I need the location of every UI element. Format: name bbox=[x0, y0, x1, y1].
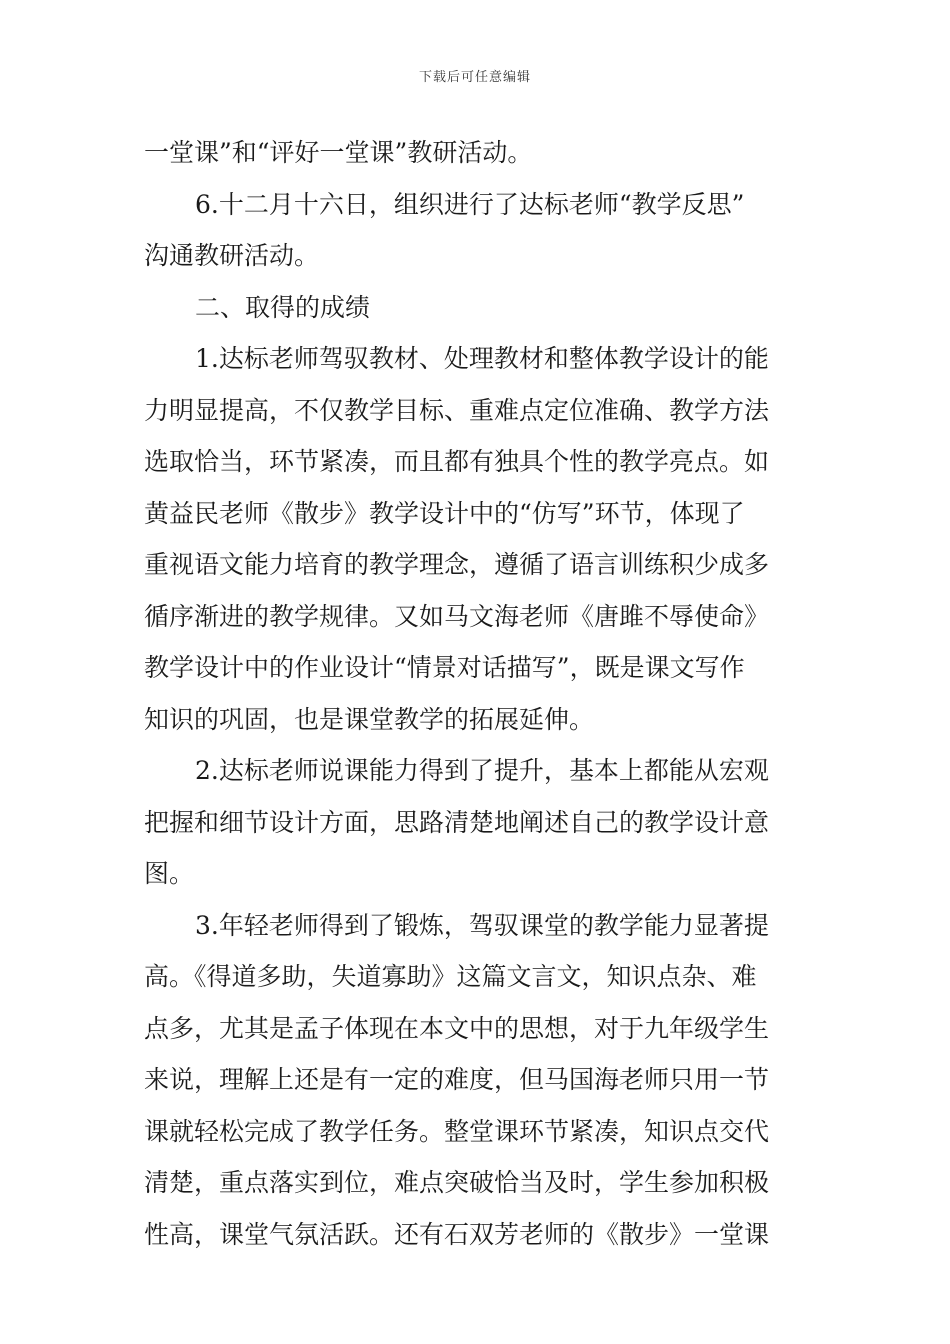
text-line: 重视语文能力培育的教学理念，遵循了语言训练积少成多 bbox=[144, 550, 770, 579]
header-note: 下载后可任意编辑 bbox=[418, 70, 531, 85]
text-line: 黄益民老师《散步》教学设计中的“仿写”环节，体现了 bbox=[144, 498, 745, 528]
text-line: 力明显提高，不仅教学目标、重难点定位准确、教学方法 bbox=[144, 395, 770, 425]
text-line: 循序渐进的教学规律。又如马文海老师《唐雎不辱使命》 bbox=[144, 601, 770, 631]
text-line: 高。《得道多助，失道寡助》这篇文言文，知识点杂、难 bbox=[144, 962, 757, 991]
section-heading: 二、取得的成绩 bbox=[195, 292, 371, 322]
text-line: 6.十二月十六日，组织进行了达标老师“教学反思” bbox=[195, 189, 745, 219]
text-line: 教学设计中的作业设计“情景对话描写”，既是课文写作 bbox=[144, 653, 745, 682]
text-line: 课就轻松完成了教学任务。整堂课环节紧凑，知识点交代 bbox=[144, 1116, 770, 1146]
text-line: 清楚，重点落实到位，难点突破恰当及时，学生参加积极 bbox=[144, 1168, 770, 1197]
text-line: 知识的巩固，也是课堂教学的拓展延伸。 bbox=[144, 704, 595, 734]
text-line: 一堂课”和“评好一堂课”教研活动。 bbox=[144, 138, 533, 167]
text-line: 沟通教研活动。 bbox=[144, 241, 320, 270]
text-line: 选取恰当，环节紧凑，而且都有独具个性的教学亮点。如 bbox=[144, 447, 770, 476]
document-body bbox=[144, 127, 808, 1260]
text-line: 图。 bbox=[144, 859, 195, 888]
text-line: 把握和细节设计方面，思路清楚地阐述自己的教学设计意 bbox=[144, 807, 770, 837]
text-line: 3.年轻老师得到了锻炼，驾驭课堂的教学能力显著提 bbox=[195, 910, 769, 940]
text-line: 点多，尤其是孟子体现在本文中的思想，对于九年级学生 bbox=[144, 1013, 770, 1043]
text-line: 1.达标老师驾驭教材、处理教材和整体教学设计的能 bbox=[195, 344, 769, 373]
text-line: 性高，课堂气氛活跃。还有石双芳老师的《散步》一堂课 bbox=[144, 1219, 770, 1249]
text-line: 2.达标老师说课能力得到了提升，基本上都能从宏观 bbox=[195, 756, 769, 785]
text-line: 来说，理解上还是有一定的难度，但马国海老师只用一节 bbox=[144, 1065, 770, 1094]
